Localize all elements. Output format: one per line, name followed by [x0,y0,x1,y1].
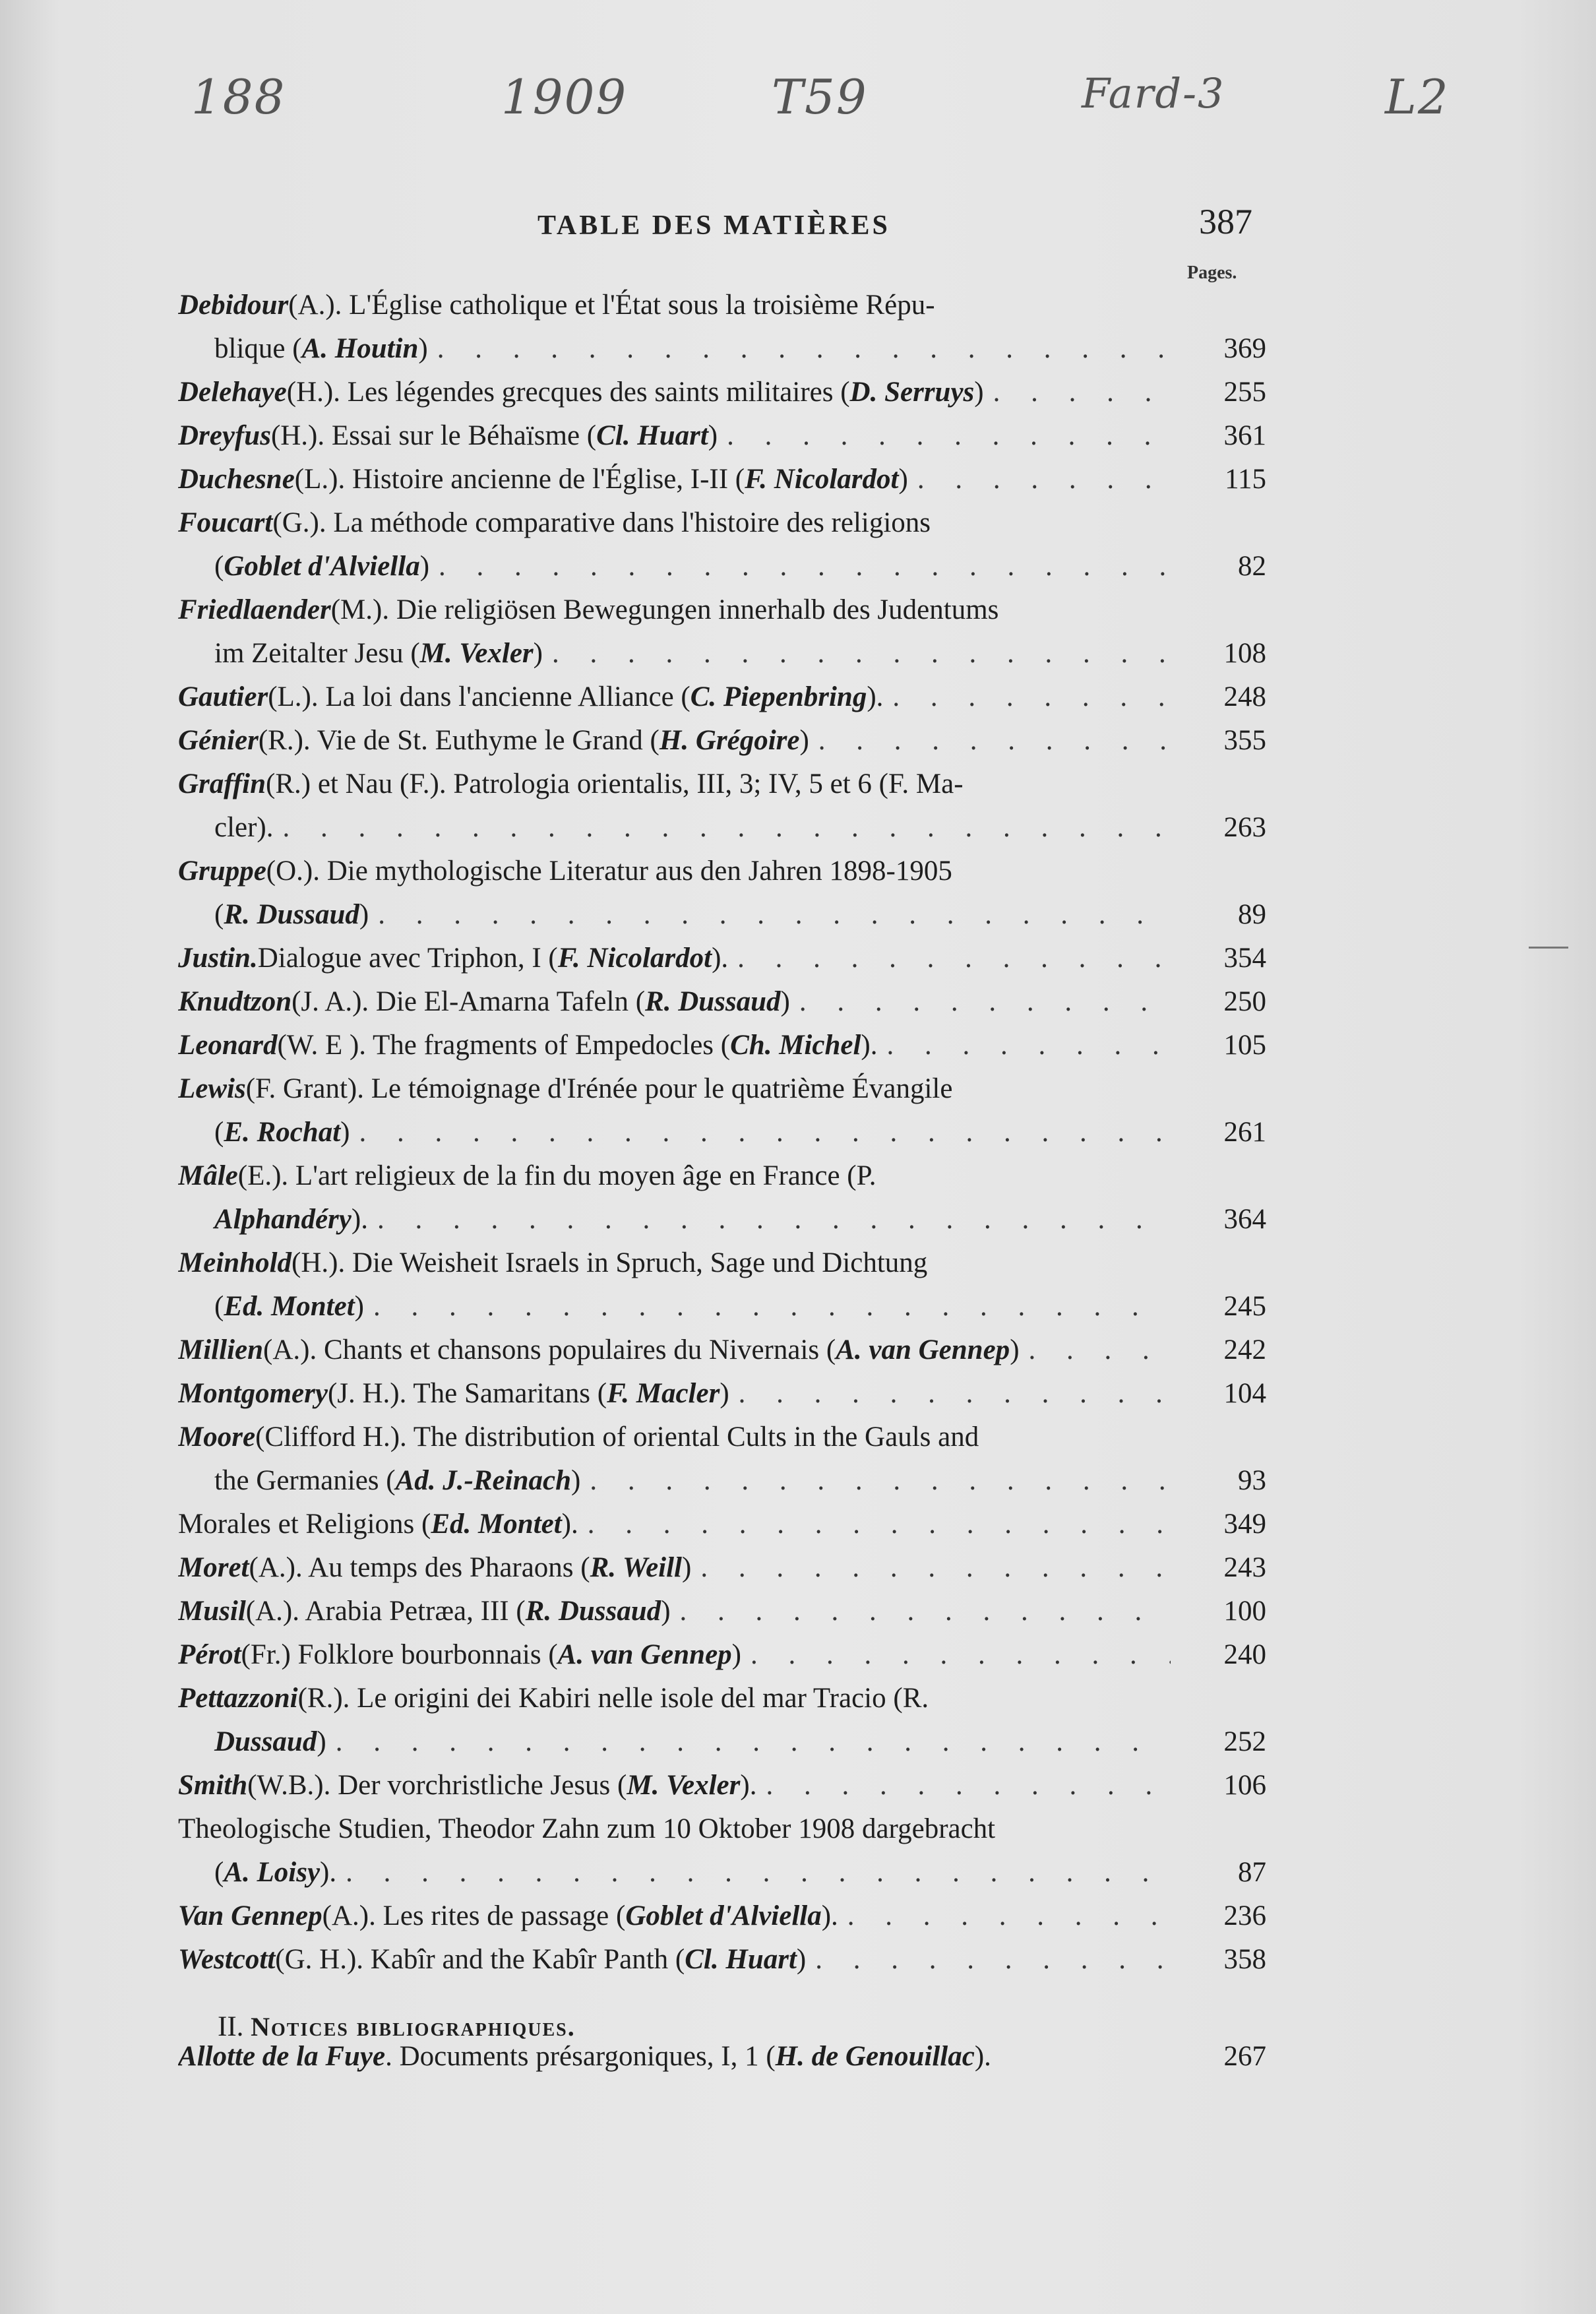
handwritten-note-2: 1909 [501,69,628,125]
dot-leader [336,1720,1171,1764]
entry-author: Montgomery [178,1378,328,1409]
entry-title: (H.). Les légendes grecques des saints militaires ( [286,377,850,408]
entry-reviewer: Cl. Huart [685,1944,797,1975]
entry-title: (A.). Arabia Petræa, III ( [245,1596,526,1627]
entry-title: (Clifford H.). The distribution of oriental Cults in the Gauls and [255,1422,979,1453]
dot-leader [739,1372,1171,1416]
entry-close: ). [351,1204,368,1235]
toc-entry [178,675,1266,719]
entry-title: (L.). La loi dans l'ancienne Alliance ( [268,681,691,712]
toc-entry [178,1329,1266,1372]
dot-leader [346,1851,1171,1894]
entry-reviewer: A. van Gennep [557,1639,732,1670]
handwritten-note-5: L2 [1385,69,1450,125]
entry-author: Pérot [178,1639,241,1670]
entry-author: Leonard [178,1030,278,1061]
entry-reviewer: Alphandéry [214,1204,352,1235]
entry-close: ) [340,1117,350,1148]
entry-page: 252 [1223,1726,1266,1757]
toc-entry [178,1067,1266,1154]
entry-close: ) [974,377,984,408]
entry-close: ) [354,1291,364,1322]
entry-close: ). [320,1857,337,1888]
entry-page: 89 [1238,899,1266,930]
entry-reviewer: R. Weill [590,1552,682,1583]
toc-entry [178,1764,1266,1807]
entry-title-continued: ( [214,1117,224,1148]
entry-title-continued: ( [214,1857,224,1888]
entry-page: 100 [1223,1596,1266,1627]
entry-reviewer: Cl. Huart [596,420,708,451]
toc-entry [178,1590,1266,1633]
entry-page: 242 [1223,1334,1266,1365]
entry-page: 106 [1223,1770,1266,1801]
entry-author: Friedlaender [178,594,331,625]
entry-author: Moore [178,1422,256,1453]
dot-leader [700,1546,1171,1590]
entry-reviewer: R. Dussaud [224,899,359,930]
entry-title-continued: ( [214,551,224,582]
entry-close: ). [861,1030,878,1061]
toc-entry [178,937,1266,980]
entry-reviewer: H. Grégoire [659,725,800,756]
entry-author: Meinhold [178,1247,292,1278]
entry-page: 248 [1223,681,1266,712]
entry-title: (W. E ). The fragments of Empedocles ( [277,1030,731,1061]
dot-leader [766,1764,1171,1807]
entry-author: Mâle [178,1160,238,1191]
entry-author: Gautier [178,681,268,712]
toc-entry [178,850,1266,937]
entry-title: Morales et Religions ( [178,1509,431,1540]
entry-author: Debidour [178,290,289,321]
entry-title-continued: ( [214,899,224,930]
toc-entry [178,1894,1266,1938]
entry-close: ) [780,986,790,1017]
entry-close: ) [731,1639,741,1670]
entry-reviewer: M. Vexler [419,638,534,669]
entry-reviewer: Goblet d'Alviella [625,1900,822,1931]
entry-page: 364 [1223,1204,1266,1235]
entry-title: (A.). L'Église catholique et l'État sous la troisième Répu- [288,290,935,321]
dot-leader [917,458,1171,501]
dot-leader [283,806,1171,850]
entry-title: (Fr.) Folklore bourbonnais ( [241,1639,558,1670]
entry-title-continued: ( [214,1291,224,1322]
entry-title: (H.). Essai sur le Béhaïsme ( [270,420,597,451]
toc-entry [178,1938,1266,1982]
entry-reviewer: Ed. Montet [431,1509,562,1540]
toc-entry [178,1677,1266,1764]
entry-close: ) [661,1596,671,1627]
entry-close: ) [418,333,428,364]
toc-entry [178,501,1266,588]
margin-mark [1529,947,1568,949]
entry-page: 93 [1238,1465,1266,1496]
handwritten-note-4: Fard-3 [1082,69,1225,117]
dot-leader [818,719,1171,763]
toc-entry [178,2035,1266,2079]
entry-author: Allotte de la Fuye [178,2041,386,2072]
entry-page: 104 [1223,1378,1266,1409]
entry-reviewer: Ed. Montet [224,1291,355,1322]
dot-leader [439,545,1171,588]
entry-title: (G. H.). Kabîr and the Kabîr Panth ( [275,1944,685,1975]
entry-page: 87 [1238,1857,1266,1888]
entry-page: 263 [1223,812,1266,843]
dot-leader [552,632,1171,675]
section-number: II. [218,2011,251,2042]
dot-leader [680,1590,1171,1633]
entry-author: Moret [178,1552,249,1583]
entry-reviewer: Ch. Michel [730,1030,861,1061]
entry-title: Dialogue avec Triphon, I ( [257,943,558,974]
entry-title: (A.). Chants et chansons populaires du Nivernais ( [263,1334,836,1365]
dot-leader [892,675,1171,719]
entry-page: 261 [1223,1117,1266,1148]
entry-title: (M.). Die religiösen Bewegungen innerhalb des Judentums [330,594,999,625]
entry-page: 255 [1223,377,1266,408]
toc-entry [178,1241,1266,1329]
dot-leader [1029,1329,1171,1372]
entry-page: 369 [1223,333,1266,364]
toc-entry [178,763,1266,850]
toc-entry [178,1024,1266,1067]
entry-reviewer: A. Loisy [224,1857,321,1888]
entry-author: Génier [178,725,259,756]
entry-reviewer: F. Nicolardot [745,464,899,495]
entry-page: 243 [1223,1552,1266,1583]
entry-page: 236 [1223,1900,1266,1931]
entry-author: Smith [178,1770,248,1801]
toc-entry [178,1546,1266,1590]
entry-author: Millien [178,1334,264,1365]
entry-title: (R.) et Nau (F.). Patrologia orientalis, III, 3; IV, 5 et 6 (F. Ma- [266,768,964,799]
entry-close: ) [533,638,543,669]
toc-entry [178,1154,1266,1241]
toc-entry [178,458,1266,501]
entry-author: Justin. [178,943,258,974]
entry-close: ) [1010,1334,1020,1365]
entry-author: Knudtzon [178,986,292,1017]
entry-title: (L.). Histoire ancienne de l'Église, I-II ( [294,464,745,495]
entry-close: ) [682,1552,692,1583]
entry-author: Lewis [178,1073,246,1104]
entry-page: 267 [1223,2041,1266,2072]
entry-title: . Documents présargoniques, I, 1 ( [385,2041,776,2072]
entry-close: ). [821,1900,838,1931]
entry-reviewer: F. Macler [607,1378,720,1409]
dot-leader [588,1503,1171,1546]
entry-page: 354 [1223,943,1266,974]
entry-close: ) [796,1944,807,1975]
entry-title: (A.). Les rites de passage ( [322,1900,626,1931]
entry-close: ). [712,943,729,974]
entry-close: ) [317,1726,326,1757]
entry-page: 82 [1238,551,1266,582]
entry-page: 115 [1225,464,1266,495]
entry-page: 105 [1223,1030,1266,1061]
entry-title: (H.). Die Weisheit Israels in Spruch, Sage und Dichtung [292,1247,928,1278]
entry-close: ). [867,681,884,712]
dot-leader [378,893,1171,937]
entry-reviewer: A. van Gennep [836,1334,1010,1365]
entry-close: ) [359,899,369,930]
entry-title: (A.). Au temps des Pharaons ( [249,1552,590,1583]
entry-title: (F. Grant). Le témoignage d'Irénée pour le quatrième Évangile [245,1073,953,1104]
toc-entry [178,284,1266,371]
entry-close: ) [708,420,718,451]
entry-title: (O.). Die mythologische Literatur aus den Jahren 1898-1905 [266,856,952,887]
toc-entry [178,980,1266,1024]
toc-entry [178,414,1266,458]
page-number: 387 [1199,202,1252,241]
entry-page: 358 [1223,1944,1266,1975]
entry-author: Van Gennep [178,1900,322,1931]
entry-author: Westcott [178,1944,276,1975]
entry-author: Gruppe [178,856,266,887]
section-title: Notices bibliographiques. [251,2012,576,2042]
entry-author: Duchesne [178,464,295,495]
entry-reviewer: A. Houtin [301,333,419,364]
entry-reviewer: F. Nicolardot [557,943,712,974]
entry-author: Musil [178,1596,246,1627]
entry-title-continued: im Zeitalter Jesu ( [214,638,420,669]
entry-close: ). [561,1509,578,1540]
dot-leader [993,371,1171,414]
entry-title: Theologische Studien, Theodor Zahn zum 10 Oktober 1908 dargebracht [178,1813,996,1844]
entry-reviewer: H. de Genouillac [775,2041,975,2072]
entry-reviewer: M. Vexler [627,1770,741,1801]
dot-leader [847,1894,1171,1938]
entry-page: 355 [1223,725,1266,756]
entry-reviewer: Ad. J.-Reinach [395,1465,571,1496]
toc-entry [178,1633,1266,1677]
entry-close: ) [799,725,809,756]
toc-entry [178,1372,1266,1416]
dot-leader [815,1938,1171,1982]
entry-reviewer: E. Rochat [224,1117,341,1148]
entry-reviewer: C. Piepenbring [690,681,867,712]
entry-title: (J. A.). Die El-Amarna Tafeln ( [292,986,646,1017]
dot-leader [727,414,1171,458]
entry-author: Delehaye [178,377,287,408]
toc-entry [178,719,1266,763]
running-title: TABLE DES MATIÈRES [537,210,890,241]
entry-author: Dreyfus [178,420,271,451]
entry-title-continued: cler). [214,812,274,843]
entry-title: (J. H.). The Samaritans ( [327,1378,607,1409]
dot-leader [590,1459,1171,1503]
pages-column-label: Pages. [1187,263,1237,283]
entry-close: ) [898,464,908,495]
notices-list [178,2035,1266,2079]
toc-entry [178,588,1266,675]
dot-leader [737,937,1171,980]
entry-page: 240 [1223,1639,1266,1670]
entry-page: 245 [1223,1291,1266,1322]
dot-leader [359,1111,1171,1154]
entry-author: Pettazzoni [178,1683,298,1714]
dot-leader [437,327,1171,371]
entry-page: 250 [1223,986,1266,1017]
toc-entry [178,371,1266,414]
entry-title: (R.). Le origini dei Kabiri nelle isole del mar Tracio (R. [297,1683,929,1714]
entry-author: Foucart [178,507,273,538]
entry-reviewer: Dussaud [214,1726,317,1757]
entry-close: ). [974,2041,991,2072]
entry-author: Graffin [178,768,266,799]
entry-reviewer: D. Serruys [849,377,975,408]
entry-close: ) [571,1465,581,1496]
toc-entry [178,1503,1266,1546]
entry-reviewer: Goblet d'Alviella [224,551,420,582]
entry-title: (E.). L'art religieux de la fin du moyen âge en France (P. [237,1160,876,1191]
entry-page: 108 [1223,638,1266,669]
toc-entry [178,1807,1266,1894]
handwritten-note-1: 188 [191,69,286,125]
table-of-contents [178,284,1266,1982]
dot-leader [886,1024,1171,1067]
dot-leader [799,980,1171,1024]
handwritten-note-3: T59 [772,69,868,125]
dot-leader [751,1633,1171,1677]
toc-entry [178,1416,1266,1503]
entry-page: 361 [1223,420,1266,451]
entry-page: 349 [1223,1509,1266,1540]
dot-leader [377,1198,1171,1241]
entry-title: (R.). Vie de St. Euthyme le Grand ( [258,725,660,756]
entry-title: (W.B.). Der vorchristliche Jesus ( [247,1770,627,1801]
entry-title-continued: blique ( [214,333,302,364]
entry-title-continued: the Germanies ( [214,1465,396,1496]
entry-close: ) [419,551,430,582]
entry-reviewer: R. Dussaud [645,986,781,1017]
entry-reviewer: R. Dussaud [525,1596,661,1627]
entry-close: ). [740,1770,757,1801]
entry-close: ) [720,1378,729,1409]
entry-title: (G.). La méthode comparative dans l'histoire des religions [272,507,931,538]
dot-leader [373,1285,1171,1329]
